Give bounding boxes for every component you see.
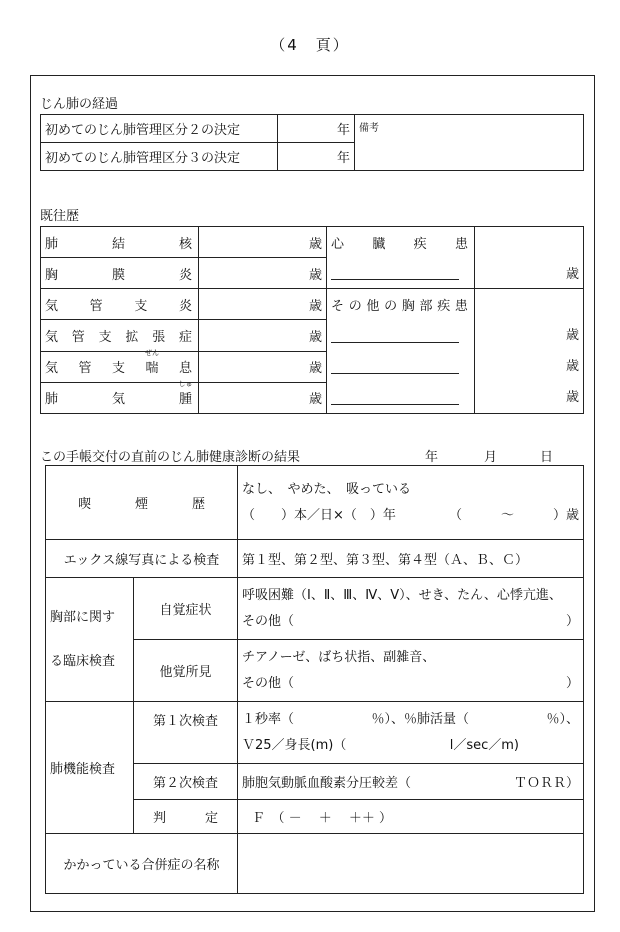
age-unit: 歳 — [199, 320, 327, 351]
complication-label: かかっている合併症の名称 — [46, 834, 238, 894]
first-test-v25: Ｖ25／身長(m)（ — [242, 737, 347, 753]
other-age-unit-1: 歳 — [565, 328, 579, 343]
ruby-shu: しゅ — [178, 380, 193, 389]
first-test-v25-unit: l／sec／m) — [449, 737, 520, 753]
subjective-value-2: その他（ — [242, 613, 295, 629]
history-row-asthma: 気 管 支 喘 ぜん 息 — [45, 349, 192, 377]
history-row-bronchitis: 気 管 支 炎 — [45, 298, 192, 314]
smoking-label: 喫 煙 歴 — [78, 497, 206, 512]
objective-label: 他覚所見 — [134, 640, 238, 702]
kubun2-year: 年 — [278, 115, 355, 143]
other-chest-blank-3 — [331, 390, 459, 405]
other-chest-blank-2 — [331, 359, 459, 374]
history-row-bronchiectasis: 気 管 支 拡 張 症 — [45, 329, 192, 345]
subjective-close: ） — [566, 613, 580, 629]
jinpai-keika-table — [40, 114, 584, 171]
exam-date-year: 年 — [425, 450, 439, 465]
kubun2-label: 初めてのじん肺管理区分２の決定 — [41, 115, 278, 143]
complication-value — [238, 834, 584, 894]
first-test-label: 第１次検査 — [134, 702, 238, 764]
other-age-unit-2: 歳 — [565, 359, 579, 374]
judgement-value: Ｆ （ － ＋ ＋＋ ） — [238, 800, 584, 834]
first-test-vc: ％）、％肺活量（ — [371, 711, 470, 727]
ruby-zen: ぜん — [144, 349, 159, 358]
objective-value-1: チアノーゼ、ばち状指、副雑音、 — [242, 649, 436, 665]
heart-disease-blank — [331, 265, 459, 280]
objective-close: ） — [566, 675, 580, 691]
chest-clinical-label-1: 胸部に関す — [50, 609, 116, 625]
heart-age-unit: 歳 — [475, 227, 584, 289]
kubun3-label: 初めてのじん肺管理区分３の決定 — [41, 143, 278, 171]
second-test-unit: ＴＯＲＲ） — [514, 776, 580, 791]
other-age-unit-3: 歳 — [565, 390, 579, 405]
xray-value: 第１型、第２型、第３型、第４型（Ａ、Ｂ、Ｃ） — [238, 540, 584, 578]
other-chest-label: そ の 他 の 胸 部 疾 患 — [331, 298, 468, 314]
kiouki-table — [40, 226, 584, 414]
smoking-amount: （ ）本／日×（ ）年 — [242, 507, 396, 523]
judgement-label: 判 定 — [134, 800, 238, 834]
exam-table — [45, 465, 584, 894]
smoking-options: なし、 やめた、 吸っている — [242, 481, 412, 497]
kubun3-year: 年 — [278, 143, 355, 171]
remarks-label: 備考 — [359, 123, 379, 134]
kiouki-title: 既往歴 — [40, 209, 80, 224]
first-test-end: ％）、 — [546, 711, 579, 727]
exam-date-day: 日 — [540, 450, 554, 465]
history-row-emphysema: 肺 気 腫 しゅ — [45, 380, 193, 408]
age-unit: 歳 — [199, 382, 327, 413]
first-test-1sec: １秒率（ — [242, 711, 295, 727]
exam-title: この手帳交付の直前のじん肺健康診断の結果 — [40, 450, 301, 465]
subjective-value-1: 呼吸困難（Ⅰ、Ⅱ、Ⅲ、Ⅳ、Ⅴ）、せき、たん、心悸亢進、 — [242, 587, 562, 603]
second-test-value: 肺胞気動脈血酸素分圧較差（ — [242, 776, 412, 791]
age-unit: 歳 — [199, 351, 327, 382]
jinpai-keika-title: じん肺の経過 — [40, 97, 119, 112]
smoking-ages: （ 〜 ）歳 — [449, 507, 580, 523]
exam-date-month: 月 — [484, 450, 498, 465]
age-unit: 歳 — [199, 227, 327, 258]
age-unit: 歳 — [199, 258, 327, 289]
heart-disease-label: 心 臓 疾 患 — [331, 236, 468, 252]
other-chest-blank-1 — [331, 328, 459, 343]
objective-value-2: その他（ — [242, 675, 295, 691]
page-number: （4 頁） — [270, 36, 350, 54]
chest-clinical-label-2: る臨床検査 — [50, 653, 116, 669]
subjective-label: 自覚症状 — [134, 578, 238, 640]
lung-function-label: 肺機能検査 — [46, 702, 134, 834]
history-row-lung-tb: 肺 結 核 — [45, 236, 192, 252]
history-row-pleurisy: 胸 膜 炎 — [45, 267, 192, 283]
xray-label: エックス線写真による検査 — [46, 540, 238, 578]
second-test-label: 第２次検査 — [134, 764, 238, 800]
age-unit: 歳 — [199, 289, 327, 320]
